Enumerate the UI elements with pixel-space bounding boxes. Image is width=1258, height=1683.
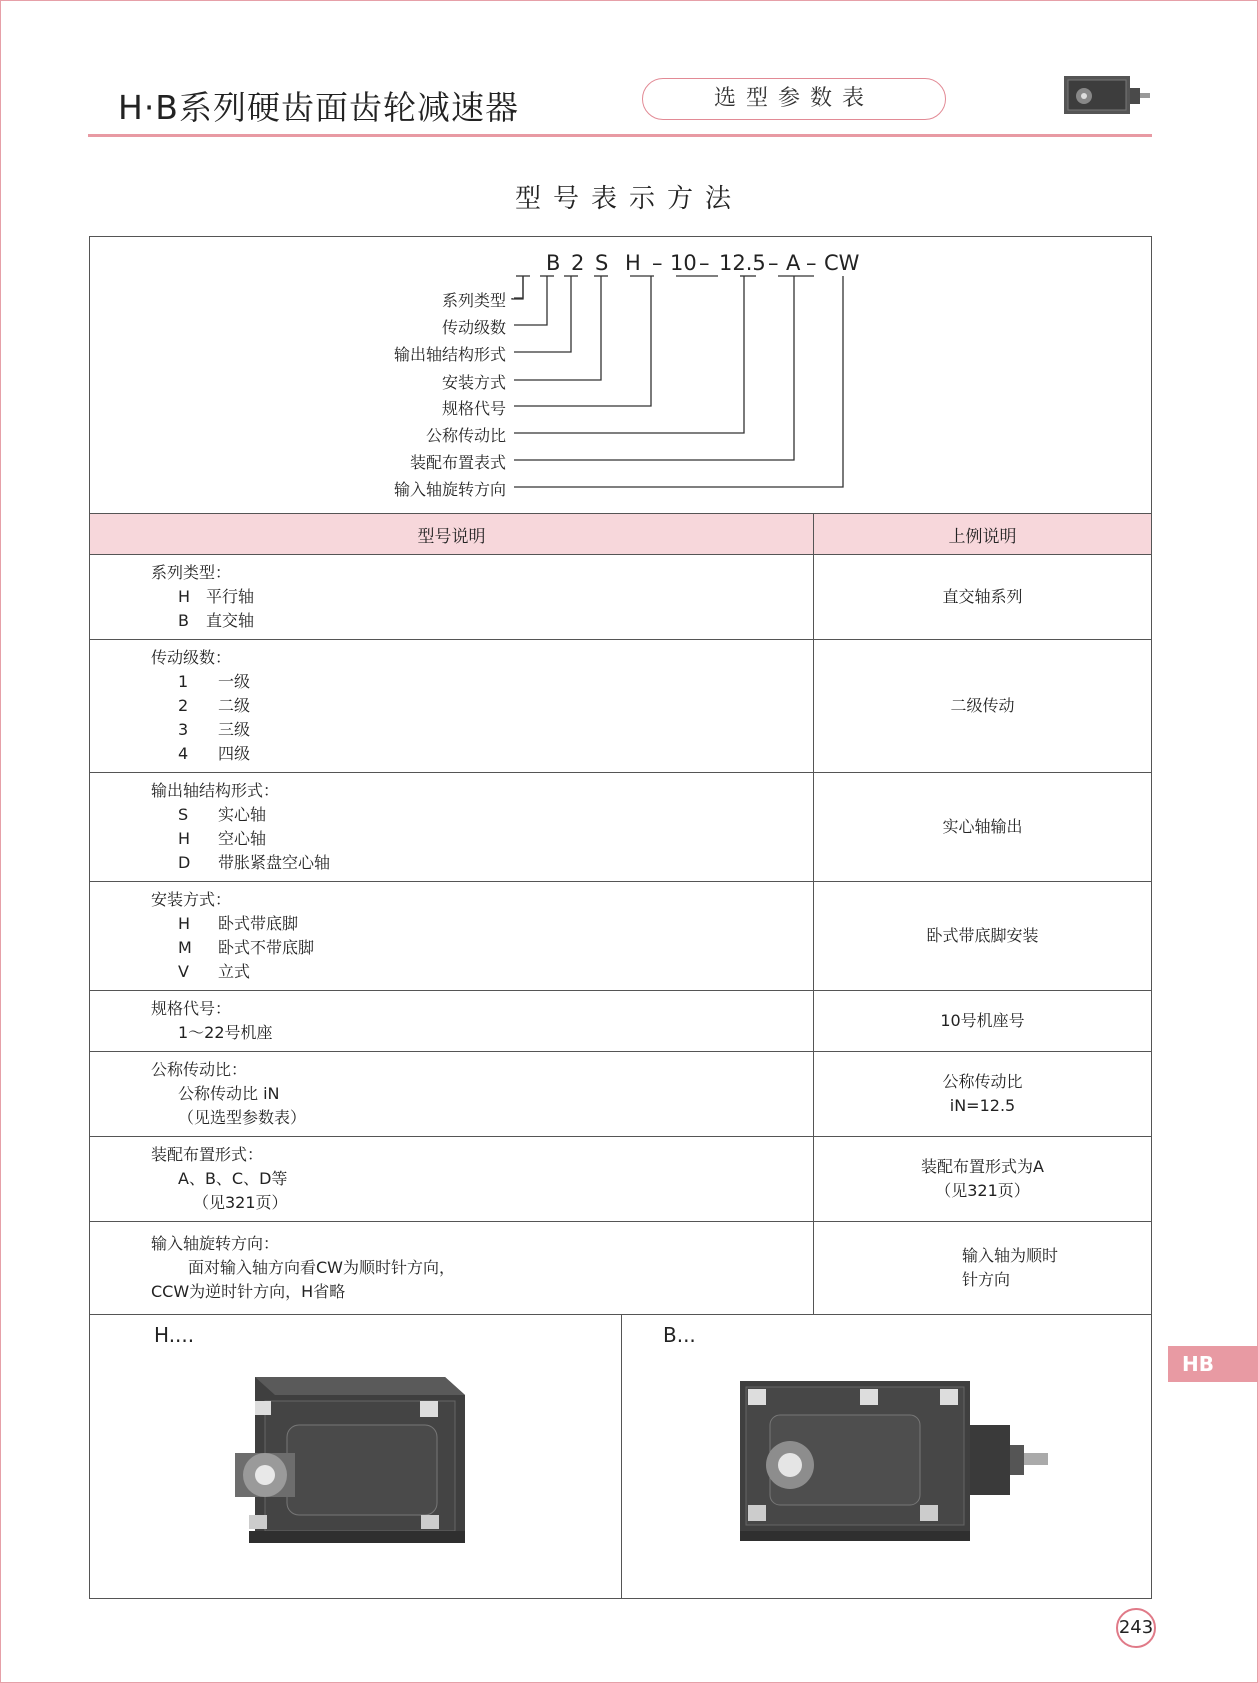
table-row [90, 1137, 1151, 1222]
section-tab: HB [1168, 1346, 1258, 1382]
product-photos [90, 1315, 1151, 1598]
row-example [814, 991, 1152, 1052]
row-description [90, 640, 814, 773]
code-part-5: 10 [670, 251, 697, 275]
example-text: 10号机座号 [940, 1011, 1025, 1030]
table-header-row [90, 514, 1151, 555]
row-title: 规格代号： [151, 999, 232, 1018]
row-line: 面对输入轴方向看CW为顺时针方向， [188, 1258, 455, 1277]
diagram-label: 安装方式 [441, 373, 506, 392]
option-code: H [178, 587, 191, 606]
table-row [90, 555, 1151, 640]
option-code: 4 [178, 744, 189, 763]
option-text: 立式 [218, 962, 251, 981]
option-text: 平行轴 [206, 587, 255, 606]
row-title: 公称传动比： [151, 1060, 248, 1079]
page-number: 243 [1116, 1608, 1156, 1648]
diagram-label: 系列类型 [441, 291, 506, 310]
b-series-reducer-image [730, 1375, 1060, 1545]
diagram-label: 传动级数 [441, 318, 506, 337]
model-code-diagram [90, 237, 1151, 514]
row-example [814, 1052, 1152, 1137]
diagram-label: 输入轴旋转方向 [393, 480, 506, 499]
option-text: 直交轴 [206, 611, 255, 630]
section-badge: 选型参数表 [642, 78, 946, 120]
option-code: M [178, 938, 192, 957]
photo-divider [621, 1315, 622, 1598]
row-example [814, 882, 1152, 991]
example-text: （见321页） [935, 1181, 1030, 1200]
row-title: 输出轴结构形式： [151, 781, 280, 800]
option-code: 1 [178, 672, 189, 691]
h-series-reducer-image [225, 1365, 485, 1555]
example-text: 二级传动 [950, 696, 1015, 715]
example-text: 公称传动比 [942, 1072, 1023, 1091]
code-dash-3: – [768, 251, 779, 275]
code-part-6: 12.5 [719, 251, 766, 275]
diagram-label: 公称传动比 [425, 426, 506, 445]
table-row [90, 640, 1151, 773]
code-part-1: B [546, 251, 561, 275]
code-part-7: A [786, 251, 801, 275]
table-row [90, 1222, 1151, 1315]
row-line: （见选型参数表） [178, 1108, 307, 1127]
code-dash-1: – [652, 251, 663, 275]
row-example [814, 555, 1152, 640]
row-example [814, 773, 1152, 882]
row-title: 系列类型： [151, 563, 232, 582]
example-text: 卧式带底脚安装 [926, 926, 1039, 945]
example-text: 针方向 [962, 1270, 1011, 1289]
code-part-3: S [595, 251, 609, 275]
table-row [90, 991, 1151, 1052]
example-text: 输入轴为顺时 [962, 1246, 1059, 1265]
row-description [90, 1137, 814, 1222]
row-line: A、B、C、D等 [178, 1169, 288, 1188]
code-part-8: CW [824, 251, 860, 275]
row-title: 传动级数： [151, 648, 232, 667]
option-code: S [178, 805, 189, 824]
code-part-2: 2 [571, 251, 585, 275]
row-title: 装配布置形式： [151, 1145, 264, 1164]
row-description [90, 773, 814, 882]
row-title: 安装方式： [151, 890, 232, 909]
model-spec-table [90, 514, 1151, 1315]
row-description [90, 1222, 814, 1315]
example-text: 直交轴系列 [942, 587, 1023, 606]
row-title: 输入轴旋转方向： [151, 1234, 280, 1253]
row-line: 1～22号机座 [178, 1023, 273, 1042]
page-title: H·B系列硬齿面齿轮减速器 [118, 88, 519, 127]
option-code: 3 [178, 720, 189, 739]
section-title: 型号表示方法 [514, 184, 743, 214]
option-text: 卧式带底脚 [218, 914, 299, 933]
column-header-description: 型号说明 [90, 514, 814, 555]
diagram-label: 规格代号 [441, 399, 506, 418]
option-text: 卧式不带底脚 [218, 938, 315, 957]
diagram-label: 输出轴结构形式 [393, 345, 506, 364]
example-text: iN=12.5 [949, 1096, 1016, 1115]
option-code: 2 [178, 696, 189, 715]
row-line: （见321页） [193, 1193, 288, 1212]
row-description [90, 1052, 814, 1137]
table-row [90, 882, 1151, 991]
photo-label-h: H.... [154, 1323, 195, 1347]
row-example [814, 640, 1152, 773]
diagram-label: 装配布置表式 [409, 453, 506, 472]
option-code: H [178, 914, 191, 933]
row-description [90, 991, 814, 1052]
table-row [90, 773, 1151, 882]
option-code: B [178, 611, 189, 630]
column-header-example: 上例说明 [814, 514, 1152, 555]
row-example [814, 1222, 1152, 1315]
diagram-leader-lines [90, 237, 1151, 513]
photo-label-b: B... [663, 1323, 696, 1347]
option-text: 空心轴 [218, 829, 267, 848]
row-line: 公称传动比 iN [178, 1084, 280, 1103]
option-text: 二级 [218, 696, 251, 715]
row-line: CCW为逆时针方向，H省略 [151, 1282, 346, 1301]
row-description [90, 882, 814, 991]
table-row [90, 1052, 1151, 1137]
option-text: 三级 [218, 720, 251, 739]
code-dash-4: – [806, 251, 817, 275]
row-description [90, 555, 814, 640]
option-code: D [178, 853, 191, 872]
option-text: 一级 [218, 672, 251, 691]
option-text: 实心轴 [218, 805, 267, 824]
option-code: H [178, 829, 191, 848]
code-dash-2: – [699, 251, 710, 275]
model-spec-box [89, 236, 1152, 1599]
option-text: 带胀紧盘空心轴 [218, 853, 331, 872]
example-text: 实心轴输出 [942, 817, 1023, 836]
header-thumbnail [1058, 72, 1152, 118]
option-code: V [178, 962, 189, 981]
row-example [814, 1137, 1152, 1222]
code-part-4: H [625, 251, 641, 275]
example-text: 装配布置形式为A [921, 1157, 1044, 1176]
header-rule [88, 134, 1152, 137]
option-text: 四级 [218, 744, 251, 763]
